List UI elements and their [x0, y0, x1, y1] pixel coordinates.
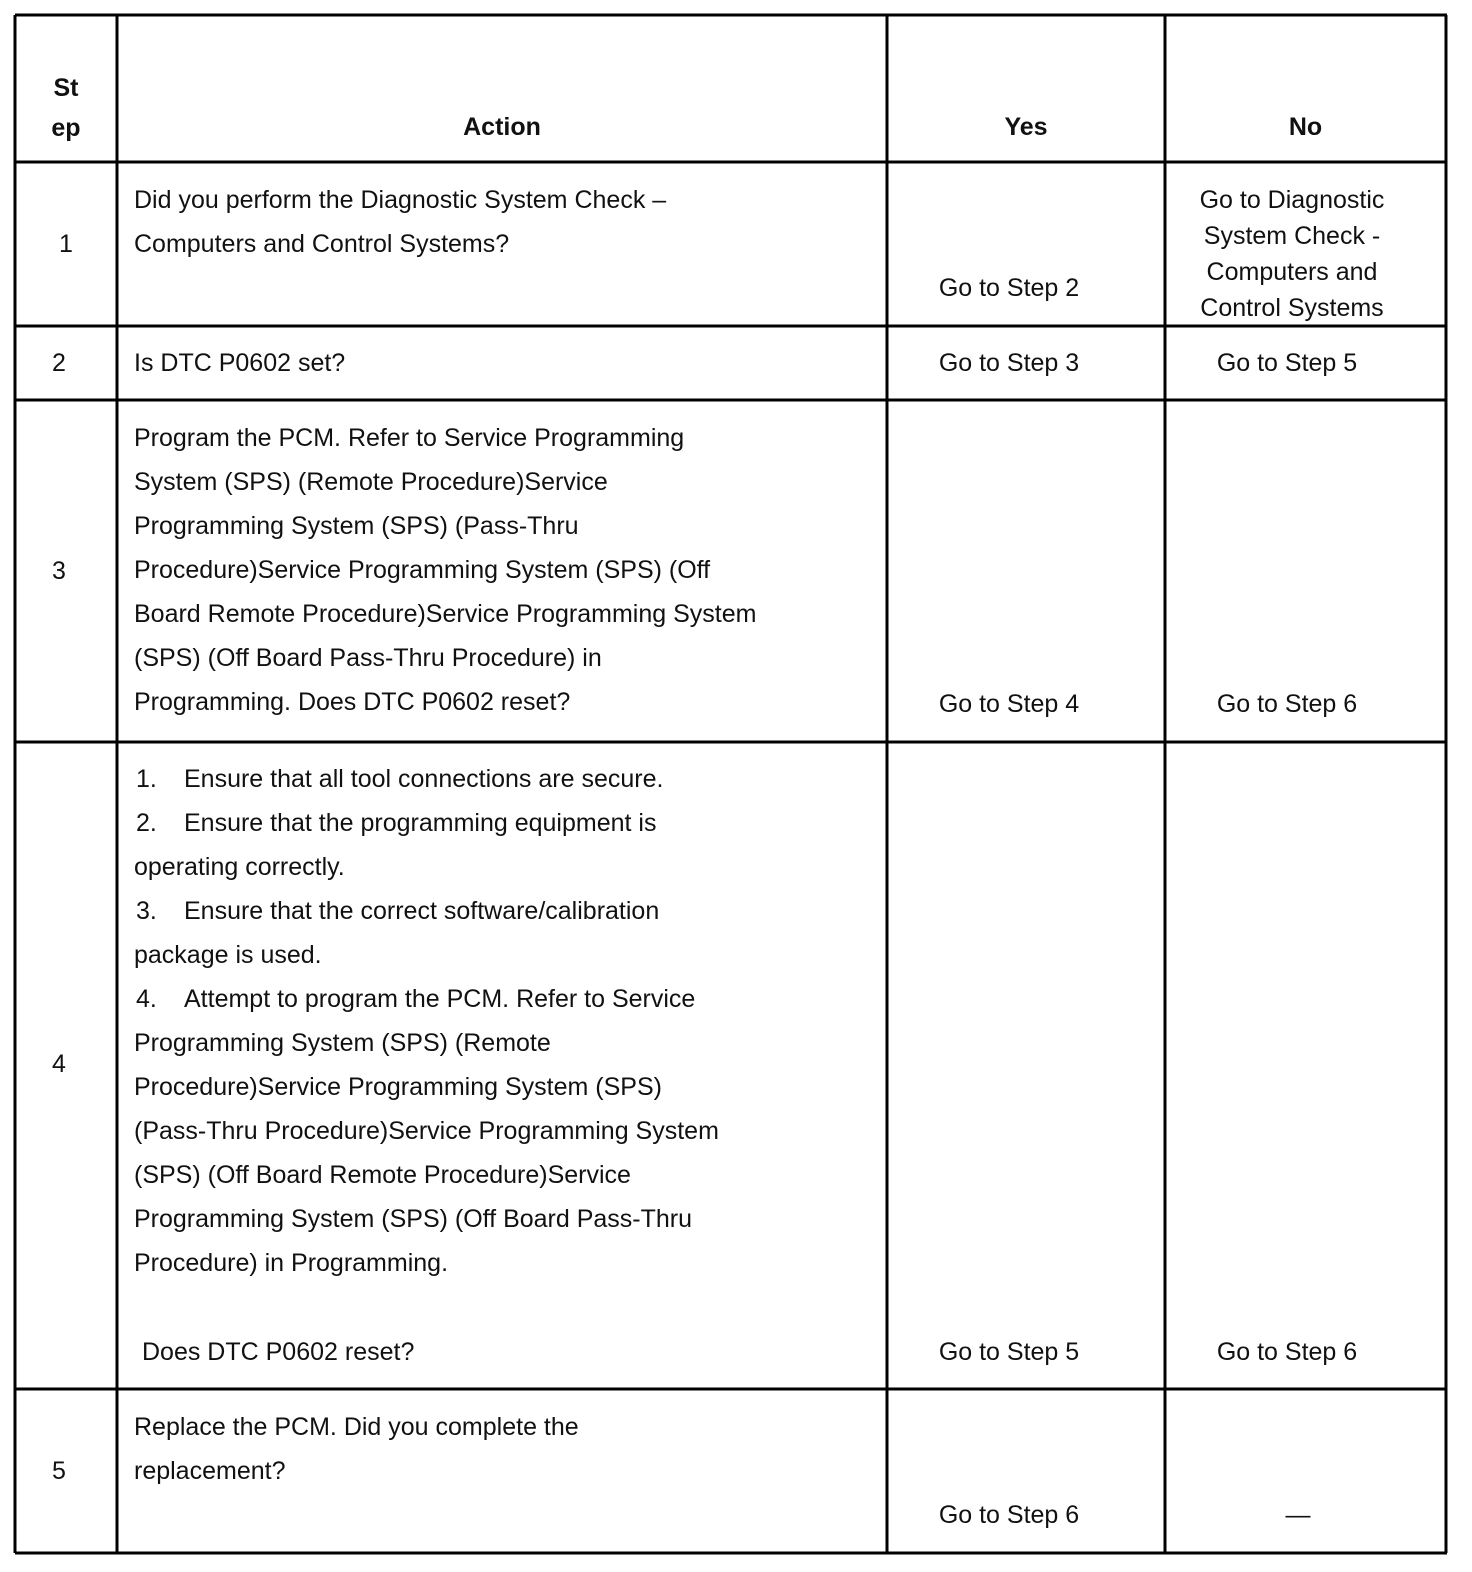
- action-question: Does DTC P0602 reset?: [142, 1338, 415, 1366]
- header-step: St ep: [51, 74, 81, 142]
- step-number: 5: [52, 1457, 66, 1485]
- no-link[interactable]: Go to Step 6: [1216, 1338, 1358, 1366]
- list-item: 3. Ensure that the correct software/calibration: [136, 897, 660, 925]
- yes-link[interactable]: Go to Step 3: [938, 349, 1080, 377]
- action-text: Replace the PCM. Did you complete the replacement?: [134, 1413, 579, 1485]
- step-number: 2: [52, 349, 66, 377]
- list-item: (Pass-Thru Procedure)Service Programming System: [134, 1117, 719, 1145]
- header-no: No: [1288, 113, 1323, 141]
- action-list: [134, 757, 884, 1285]
- list-item: Programming System (SPS) (Off Board Pass-Thru: [134, 1205, 693, 1233]
- list-item: 4. Attempt to program the PCM. Refer to Service: [136, 985, 696, 1013]
- step-number: 3: [52, 557, 66, 585]
- header-yes: Yes: [1004, 113, 1048, 141]
- action-text: Program the PCM. Refer to Service Programming System (SPS) (Remote Procedure)Service Programming System (SPS) (Pass-Thru Procedure)Service Programming System (SPS) (Off Board Remote Procedure)Service Programming System (SPS) (Off Board Pass-Thru Procedure) in Programming. Does DTC P0602 reset?: [134, 424, 757, 716]
- list-item: package is used.: [134, 941, 322, 969]
- yes-link[interactable]: Go to Step 5: [938, 1338, 1080, 1366]
- list-item: (SPS) (Off Board Remote Procedure)Service: [134, 1161, 631, 1189]
- no-link[interactable]: Go to Step 5: [1216, 349, 1358, 377]
- list-item: Procedure) in Programming.: [134, 1249, 449, 1277]
- action-text: Did you perform the Diagnostic System Check – Computers and Control Systems?: [134, 186, 667, 258]
- no-dash: —: [1285, 1501, 1311, 1529]
- list-item: Procedure)Service Programming System (SPS): [134, 1073, 662, 1101]
- header-action: Action: [463, 113, 541, 141]
- yes-link[interactable]: Go to Step 4: [938, 690, 1080, 718]
- list-item: operating correctly.: [134, 853, 345, 881]
- yes-link[interactable]: Go to Step 2: [938, 274, 1080, 302]
- step-number: 4: [52, 1050, 66, 1078]
- list-item: Programming System (SPS) (Remote: [134, 1029, 551, 1057]
- yes-link[interactable]: Go to Step 6: [938, 1501, 1080, 1529]
- list-item: 1. Ensure that all tool connections are secure.: [136, 765, 664, 793]
- action-text: Is DTC P0602 set?: [134, 349, 346, 377]
- list-item: 2. Ensure that the programming equipment is: [136, 809, 657, 837]
- no-link[interactable]: Go to Step 6: [1216, 690, 1358, 718]
- step-number: 1: [59, 230, 73, 258]
- no-link[interactable]: Go to Diagnostic System Check - Computers and Control Systems: [1199, 186, 1385, 322]
